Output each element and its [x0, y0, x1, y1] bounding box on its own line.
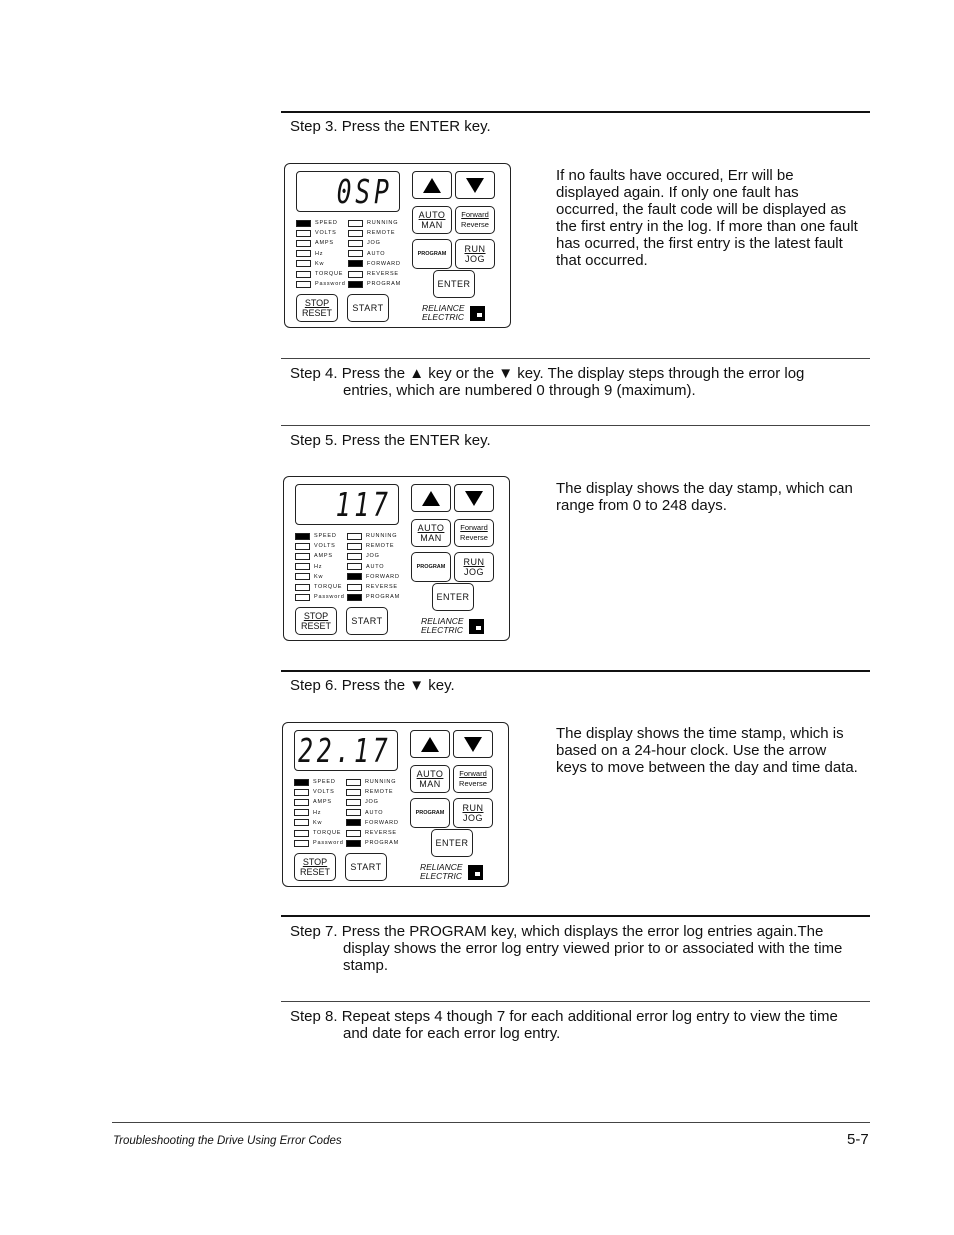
status-led-indicator	[294, 779, 309, 786]
status-led-indicator	[346, 799, 361, 806]
up-arrow-icon	[421, 737, 439, 752]
status-led-row	[296, 259, 346, 269]
status-led-label: Hz	[313, 809, 322, 816]
keypad-figure	[282, 722, 509, 887]
logo-text	[422, 304, 465, 322]
status-led-label: SPEED	[313, 779, 336, 786]
status-led-row	[296, 249, 346, 259]
status-led-indicator	[296, 220, 311, 227]
status-led-indicator	[347, 533, 362, 540]
status-led-label: Hz	[314, 563, 323, 570]
status-led-row	[346, 828, 399, 838]
step-6-text: Step 6. Press the ▼ key.	[290, 677, 455, 694]
section-rule	[281, 670, 870, 672]
program-label: PROGRAM	[416, 564, 446, 570]
footer-title: Troubleshooting the Drive Using Error Codes	[113, 1135, 342, 1147]
auto-label: AUTO	[416, 769, 444, 779]
logo-line-2: ELECTRIC	[421, 625, 464, 635]
program-key[interactable]	[410, 798, 450, 828]
status-led-label: REMOTE	[365, 789, 394, 796]
status-led-row	[348, 259, 401, 269]
step-8-line-1: Step 8. Repeat steps 4 though 7 for each additional error log entry to view the time	[290, 1008, 838, 1025]
status-led-indicator	[296, 240, 311, 247]
status-led-label: VOLTS	[314, 543, 336, 550]
display-readout: 22.17	[297, 731, 391, 770]
status-led-indicator	[348, 260, 363, 267]
logo-mark-icon	[469, 619, 484, 634]
status-led-label: JOG	[366, 553, 380, 560]
status-led-row	[347, 562, 400, 572]
status-led-indicator	[295, 563, 310, 570]
down-arrow-icon	[466, 178, 484, 193]
status-led-row	[295, 572, 345, 582]
status-led-label: AMPS	[313, 799, 332, 806]
status-led-indicator	[294, 809, 309, 816]
run-label: RUN	[462, 803, 484, 813]
reliance-electric-logo	[422, 304, 492, 324]
status-led-row	[295, 551, 345, 561]
status-led-label: TORQUE	[315, 271, 344, 278]
status-led-label: FORWARD	[366, 573, 400, 580]
status-led-label: Kw	[313, 819, 323, 826]
up-arrow-icon	[423, 178, 441, 193]
logo-line-1: RELIANCE	[421, 616, 464, 626]
status-led-indicator	[295, 553, 310, 560]
status-led-label: AUTO	[365, 809, 384, 816]
status-led-label: FORWARD	[367, 260, 401, 267]
enter-key[interactable]	[431, 829, 473, 857]
reliance-electric-logo	[421, 617, 491, 637]
status-led-indicator	[348, 271, 363, 278]
status-led-row	[347, 592, 400, 602]
status-leds-left	[294, 777, 344, 848]
status-led-row	[346, 797, 399, 807]
step-4-line-2: entries, which are numbered 0 through 9 (maximum).	[343, 382, 696, 399]
status-led-label: REVERSE	[365, 830, 397, 837]
status-led-indicator	[346, 789, 361, 796]
status-led-label: Kw	[314, 573, 324, 580]
enter-label: ENTER	[437, 279, 471, 289]
step-3-description: If no faults have occured, Err will be displayed again. If only one fault has occurred, the fault code will be displayed as the first entry in the log. If more than one fault has ocurred, the first entry is the latest fault that occurred.	[556, 167, 858, 269]
status-led-label: Password	[315, 281, 346, 288]
status-led-indicator	[346, 809, 361, 816]
status-led-row	[296, 228, 346, 238]
status-led-label: REVERSE	[367, 271, 399, 278]
stop-reset-key[interactable]	[294, 853, 336, 881]
down-arrow-key[interactable]	[455, 171, 495, 199]
down-arrow-icon	[465, 491, 483, 506]
step-3-text: Step 3. Press the ENTER key.	[290, 118, 491, 135]
status-led-row	[347, 582, 400, 592]
jog-label: JOG	[463, 567, 484, 577]
reset-label: RESET	[300, 621, 331, 631]
status-led-label: PROGRAM	[367, 281, 402, 288]
status-led-indicator	[295, 573, 310, 580]
status-led-label: PROGRAM	[365, 840, 400, 847]
forward-label: Forward	[459, 769, 487, 778]
status-led-label: JOG	[367, 240, 381, 247]
enter-key[interactable]	[432, 583, 474, 611]
enter-label: ENTER	[436, 592, 470, 602]
status-led-row	[295, 582, 345, 592]
status-led-indicator	[296, 271, 311, 278]
status-leds-left	[295, 531, 345, 602]
logo-line-2: ELECTRIC	[420, 871, 463, 881]
status-led-indicator	[348, 220, 363, 227]
status-led-label: PROGRAM	[366, 594, 401, 601]
stop-label: STOP	[304, 298, 330, 308]
reverse-label: Reverse	[461, 220, 489, 229]
logo-mark-icon	[470, 306, 485, 321]
status-led-indicator	[348, 230, 363, 237]
step-6-description: The display shows the time stamp, which is based on a 24-hour clock. Use the arrow keys to move between the day and time data.	[556, 725, 858, 776]
status-led-label: SPEED	[314, 533, 337, 540]
status-led-label: AMPS	[315, 240, 334, 247]
keypad-display	[294, 730, 398, 771]
status-led-indicator	[347, 584, 362, 591]
step-4-line-1: Step 4. Press the ▲ key or the ▼ key. The display steps through the error log	[290, 365, 805, 382]
step-7-line-1: Step 7. Press the PROGRAM key, which displays the error log entries again.The	[290, 923, 824, 940]
run-jog-key[interactable]	[453, 798, 493, 828]
status-led-indicator	[346, 830, 361, 837]
keypad-display	[295, 484, 399, 525]
status-led-label: Password	[314, 594, 345, 601]
stop-reset-key[interactable]	[295, 607, 337, 635]
status-led-row	[347, 572, 400, 582]
status-led-indicator	[348, 240, 363, 247]
program-key[interactable]	[411, 552, 451, 582]
up-arrow-key[interactable]	[410, 730, 450, 758]
status-led-row	[296, 218, 346, 228]
status-led-indicator	[295, 533, 310, 540]
down-arrow-icon	[464, 737, 482, 752]
forward-label: Forward	[460, 523, 488, 532]
status-led-row	[294, 818, 344, 828]
run-label: RUN	[463, 557, 485, 567]
status-led-indicator	[347, 553, 362, 560]
man-label: MAN	[421, 220, 443, 230]
logo-text	[420, 863, 463, 881]
status-led-row	[294, 808, 344, 818]
status-led-row	[295, 562, 345, 572]
status-led-label: SPEED	[315, 220, 338, 227]
status-led-indicator	[295, 584, 310, 591]
forward-reverse-key[interactable]	[454, 519, 494, 547]
program-label: PROGRAM	[415, 810, 445, 816]
status-led-row	[294, 797, 344, 807]
logo-text	[421, 617, 464, 635]
display-readout: 0SP	[337, 172, 393, 211]
run-jog-key[interactable]	[455, 239, 495, 269]
status-led-row	[347, 531, 400, 541]
reliance-electric-logo	[420, 863, 490, 883]
auto-man-key[interactable]	[411, 519, 451, 547]
keypad-figure	[283, 476, 510, 641]
keypad-display	[296, 171, 400, 212]
status-led-row	[346, 777, 399, 787]
step-8-line-2: and date for each error log entry.	[343, 1025, 561, 1042]
status-led-row	[346, 808, 399, 818]
step-7-line-2: display shows the error log entry viewed prior to or associated with the time	[343, 940, 843, 957]
status-led-label: Password	[313, 840, 344, 847]
status-leds-left	[296, 218, 346, 289]
status-leds-right	[347, 531, 400, 602]
jog-label: JOG	[464, 254, 485, 264]
status-led-indicator	[294, 789, 309, 796]
step-4-text	[290, 365, 865, 399]
start-label: START	[351, 616, 383, 626]
run-jog-key[interactable]	[454, 552, 494, 582]
down-arrow-key[interactable]	[454, 484, 494, 512]
status-led-row	[294, 838, 344, 848]
section-rule	[281, 1001, 870, 1002]
up-arrow-key[interactable]	[411, 484, 451, 512]
status-led-indicator	[296, 281, 311, 288]
man-label: MAN	[419, 779, 441, 789]
section-rule	[281, 915, 870, 917]
status-led-row	[294, 787, 344, 797]
status-led-label: REVERSE	[366, 584, 398, 591]
status-led-label: RUNNING	[367, 220, 399, 227]
step-7-text	[290, 923, 865, 974]
status-led-label: FORWARD	[365, 819, 399, 826]
reverse-label: Reverse	[460, 533, 488, 542]
status-led-label: AUTO	[366, 563, 385, 570]
status-led-row	[348, 269, 401, 279]
run-label: RUN	[464, 244, 486, 254]
logo-line-1: RELIANCE	[420, 862, 463, 872]
status-led-label: AMPS	[314, 553, 333, 560]
logo-mark-icon	[468, 865, 483, 880]
program-label: PROGRAM	[417, 251, 447, 257]
status-led-row	[346, 838, 399, 848]
up-arrow-key[interactable]	[412, 171, 452, 199]
status-led-indicator	[348, 250, 363, 257]
status-led-row	[347, 551, 400, 561]
status-led-indicator	[346, 840, 361, 847]
step-8-text	[290, 1008, 865, 1042]
display-readout: 117	[336, 485, 392, 524]
status-led-row	[296, 238, 346, 248]
step-5-text: Step 5. Press the ENTER key.	[290, 432, 491, 449]
stop-reset-key[interactable]	[296, 294, 338, 322]
status-led-indicator	[347, 543, 362, 550]
stop-label: STOP	[302, 857, 328, 867]
step-7-line-3: stamp.	[343, 957, 389, 974]
start-key[interactable]	[345, 853, 387, 881]
status-led-row	[294, 828, 344, 838]
status-led-indicator	[295, 543, 310, 550]
status-led-indicator	[347, 573, 362, 580]
status-led-indicator	[296, 260, 311, 267]
status-led-row	[348, 279, 401, 289]
status-led-indicator	[294, 819, 309, 826]
page-number: 5-7	[847, 1131, 869, 1148]
start-key[interactable]	[347, 294, 389, 322]
status-led-label: VOLTS	[315, 230, 337, 237]
status-led-label: AUTO	[367, 250, 386, 257]
status-led-indicator	[294, 830, 309, 837]
auto-man-key[interactable]	[410, 765, 450, 793]
status-led-row	[295, 541, 345, 551]
jog-label: JOG	[462, 813, 483, 823]
status-led-indicator	[347, 563, 362, 570]
auto-label: AUTO	[418, 210, 446, 220]
status-led-row	[346, 818, 399, 828]
status-led-indicator	[295, 594, 310, 601]
status-led-row	[348, 228, 401, 238]
status-led-row	[348, 238, 401, 248]
footer-rule	[112, 1122, 870, 1123]
status-led-indicator	[296, 250, 311, 257]
logo-line-2: ELECTRIC	[422, 312, 465, 322]
status-led-row	[347, 541, 400, 551]
section-rule	[281, 111, 870, 113]
enter-key[interactable]	[433, 270, 475, 298]
forward-reverse-key[interactable]	[453, 765, 493, 793]
up-arrow-icon	[422, 491, 440, 506]
status-leds-right	[348, 218, 401, 289]
stop-label: STOP	[303, 611, 329, 621]
status-led-label: RUNNING	[365, 779, 397, 786]
program-key[interactable]	[412, 239, 452, 269]
status-led-label: REMOTE	[366, 543, 395, 550]
down-arrow-key[interactable]	[453, 730, 493, 758]
step-5-description: The display shows the day stamp, which can range from 0 to 248 days.	[556, 480, 853, 514]
status-led-row	[295, 592, 345, 602]
status-led-label: VOLTS	[313, 789, 335, 796]
status-led-label: Kw	[315, 260, 325, 267]
section-rule	[281, 425, 870, 426]
status-led-label: REMOTE	[367, 230, 396, 237]
status-led-indicator	[294, 799, 309, 806]
auto-label: AUTO	[417, 523, 445, 533]
start-label: START	[350, 862, 382, 872]
status-led-row	[296, 279, 346, 289]
status-led-row	[348, 218, 401, 228]
status-led-indicator	[294, 840, 309, 847]
status-led-label: Hz	[315, 250, 324, 257]
keypad-figure	[284, 163, 511, 328]
status-led-label: TORQUE	[314, 584, 343, 591]
logo-line-1: RELIANCE	[422, 303, 465, 313]
status-led-indicator	[346, 779, 361, 786]
reverse-label: Reverse	[459, 779, 487, 788]
status-led-indicator	[296, 230, 311, 237]
status-led-label: TORQUE	[313, 830, 342, 837]
status-led-indicator	[347, 594, 362, 601]
section-rule	[281, 358, 870, 359]
status-led-label: JOG	[365, 799, 379, 806]
reset-label: RESET	[299, 867, 330, 877]
forward-reverse-key[interactable]	[455, 206, 495, 234]
man-label: MAN	[420, 533, 442, 543]
enter-label: ENTER	[435, 838, 469, 848]
status-led-label: RUNNING	[366, 533, 398, 540]
status-led-row	[296, 269, 346, 279]
start-label: START	[352, 303, 384, 313]
start-key[interactable]	[346, 607, 388, 635]
status-led-row	[348, 249, 401, 259]
forward-label: Forward	[461, 210, 489, 219]
status-led-row	[294, 777, 344, 787]
status-led-indicator	[346, 819, 361, 826]
auto-man-key[interactable]	[412, 206, 452, 234]
status-leds-right	[346, 777, 399, 848]
reset-label: RESET	[301, 308, 332, 318]
status-led-indicator	[348, 281, 363, 288]
status-led-row	[346, 787, 399, 797]
status-led-row	[295, 531, 345, 541]
